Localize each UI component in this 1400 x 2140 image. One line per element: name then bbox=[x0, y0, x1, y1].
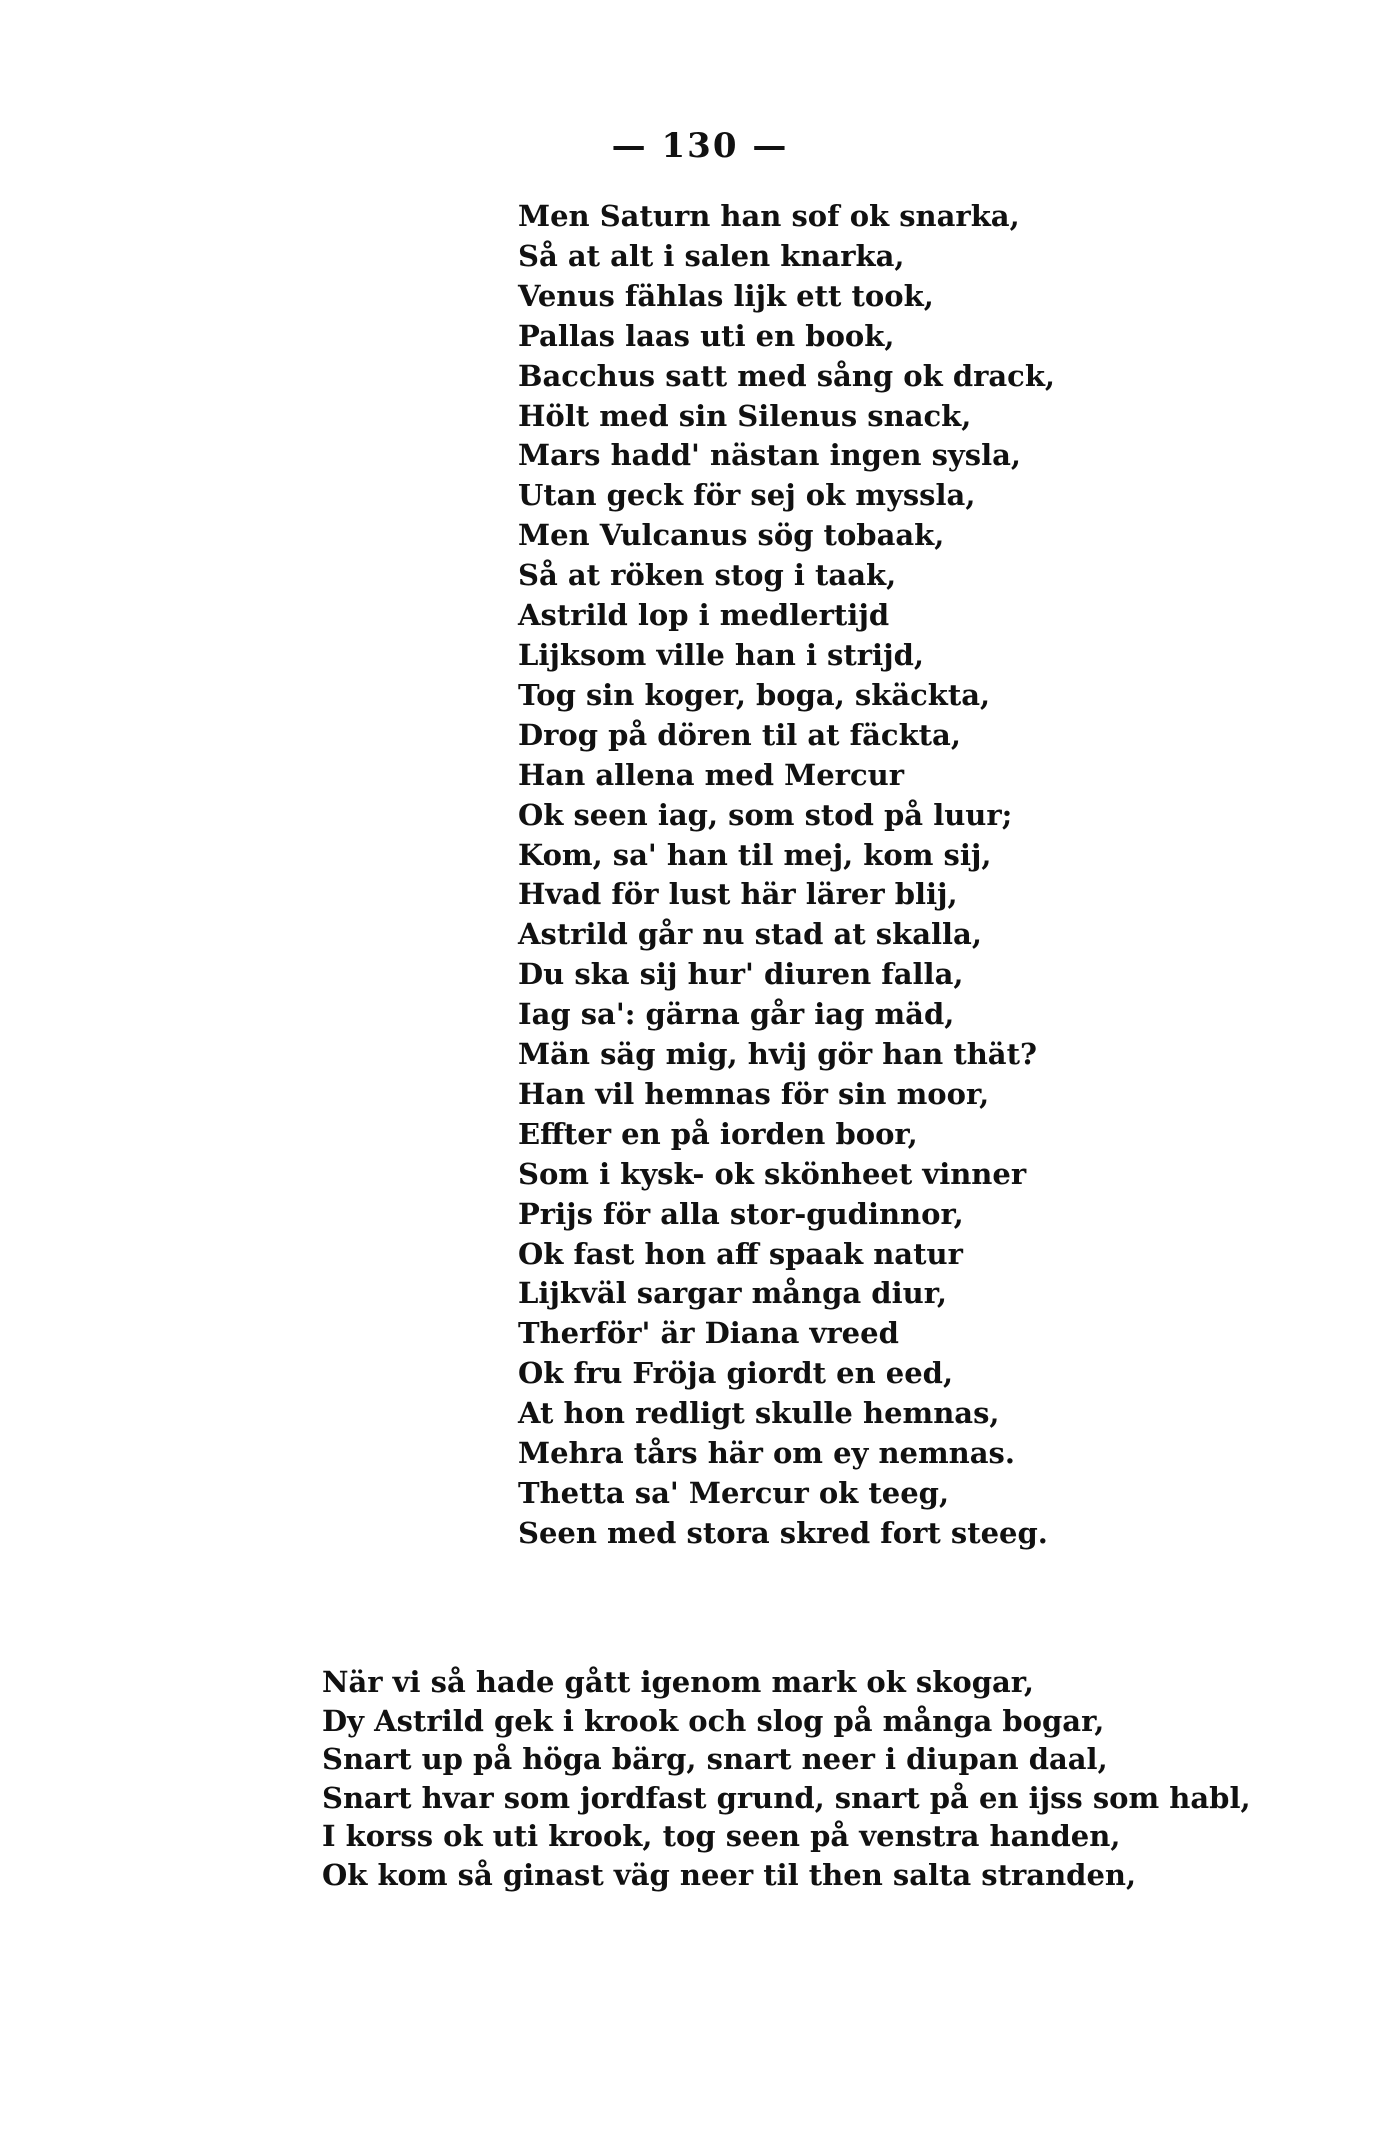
poem-line: Lijksom ville han i strijd, bbox=[518, 637, 924, 672]
poem-line: Mars hadd' nästan ingen sysla, bbox=[518, 438, 1021, 473]
poem-line: Effter en på iorden boor, bbox=[518, 1116, 918, 1151]
poem-line: Astrild lop i medlertijd bbox=[518, 598, 890, 633]
poem-line: Män säg mig, hvij gör han thät? bbox=[518, 1037, 1037, 1072]
poem-line: Prijs för alla stor-gudinnor, bbox=[518, 1196, 964, 1231]
poem-line: Astrild går nu stad at skalla, bbox=[518, 917, 982, 952]
poem-line: Snart hvar som jordfast grund, snart på en ijss som habl, bbox=[322, 1780, 1251, 1815]
poem-line: Seen med stora skred fort steeg. bbox=[518, 1515, 1048, 1550]
poem-line: Som i kysk- ok skönheet vinner bbox=[518, 1156, 1027, 1191]
poem-line: Han allena med Mercur bbox=[518, 757, 904, 792]
poem-stanza-1 bbox=[518, 197, 1318, 1554]
poem-line: Men Vulcanus sög tobaak, bbox=[518, 518, 945, 553]
poem-line: Therför' är Diana vreed bbox=[518, 1316, 899, 1351]
poem-line: Ok fru Fröja giordt en eed, bbox=[518, 1356, 954, 1391]
poem-line: Thetta sa' Mercur ok teeg, bbox=[518, 1476, 950, 1510]
page-number: — 130 — bbox=[611, 126, 789, 166]
poem-line: Lijkväl sargar många diur, bbox=[518, 1276, 947, 1311]
poem-line: Mehra tårs här om ey nemnas. bbox=[518, 1436, 1015, 1471]
poem-line: När vi så hade gått igenom mark ok skogar, bbox=[322, 1665, 1035, 1699]
poem-line: Så at alt i salen knarka, bbox=[518, 238, 905, 273]
poem-line: I korss ok uti krook, tog seen på venstra handen, bbox=[322, 1819, 1121, 1853]
poem-line: Hölt med sin Silenus snack, bbox=[518, 398, 972, 433]
poem-line: Så at röken stog i taak, bbox=[518, 558, 897, 593]
poem-line: Snart up på höga bärg, snart neer i diupan daal, bbox=[322, 1742, 1108, 1776]
poem-stanza-2 bbox=[322, 1663, 1342, 1894]
poem-line: Tog sin koger, boga, skäckta, bbox=[518, 677, 991, 712]
poem-line: Pallas laas uti en book, bbox=[518, 318, 895, 353]
poem-line: Venus fählas lijk ett took, bbox=[518, 278, 934, 313]
poem-line: Ok fast hon aff spaak natur bbox=[518, 1236, 963, 1271]
poem-line: Ok seen iag, som stod på luur; bbox=[518, 797, 1013, 832]
poem-line: Kom, sa' han til mej, kom sij, bbox=[518, 837, 992, 872]
poem-line: Bacchus satt med sång ok drack, bbox=[518, 358, 1056, 393]
poem-line: Dy Astrild gek i krook och slog på många bogar, bbox=[322, 1703, 1105, 1738]
poem-line: Hvad för lust här lärer blij, bbox=[518, 877, 958, 912]
poem-line: At hon redligt skulle hemnas, bbox=[518, 1396, 1000, 1431]
poem-line: Du ska sij hur' diuren falla, bbox=[518, 957, 964, 992]
poem-line: Drog på dören til at fäckta, bbox=[518, 717, 961, 752]
poem-line: Han vil hemnas för sin moor, bbox=[518, 1076, 990, 1111]
poem-line: Iag sa': gärna går iag mäd, bbox=[518, 997, 955, 1032]
poem-line: Men Saturn han sof ok snarka, bbox=[518, 199, 1020, 233]
poem-line: Ok kom så ginast väg neer til then salta stranden, bbox=[322, 1857, 1137, 1892]
poem-line: Utan geck för sej ok myssla, bbox=[518, 478, 976, 513]
